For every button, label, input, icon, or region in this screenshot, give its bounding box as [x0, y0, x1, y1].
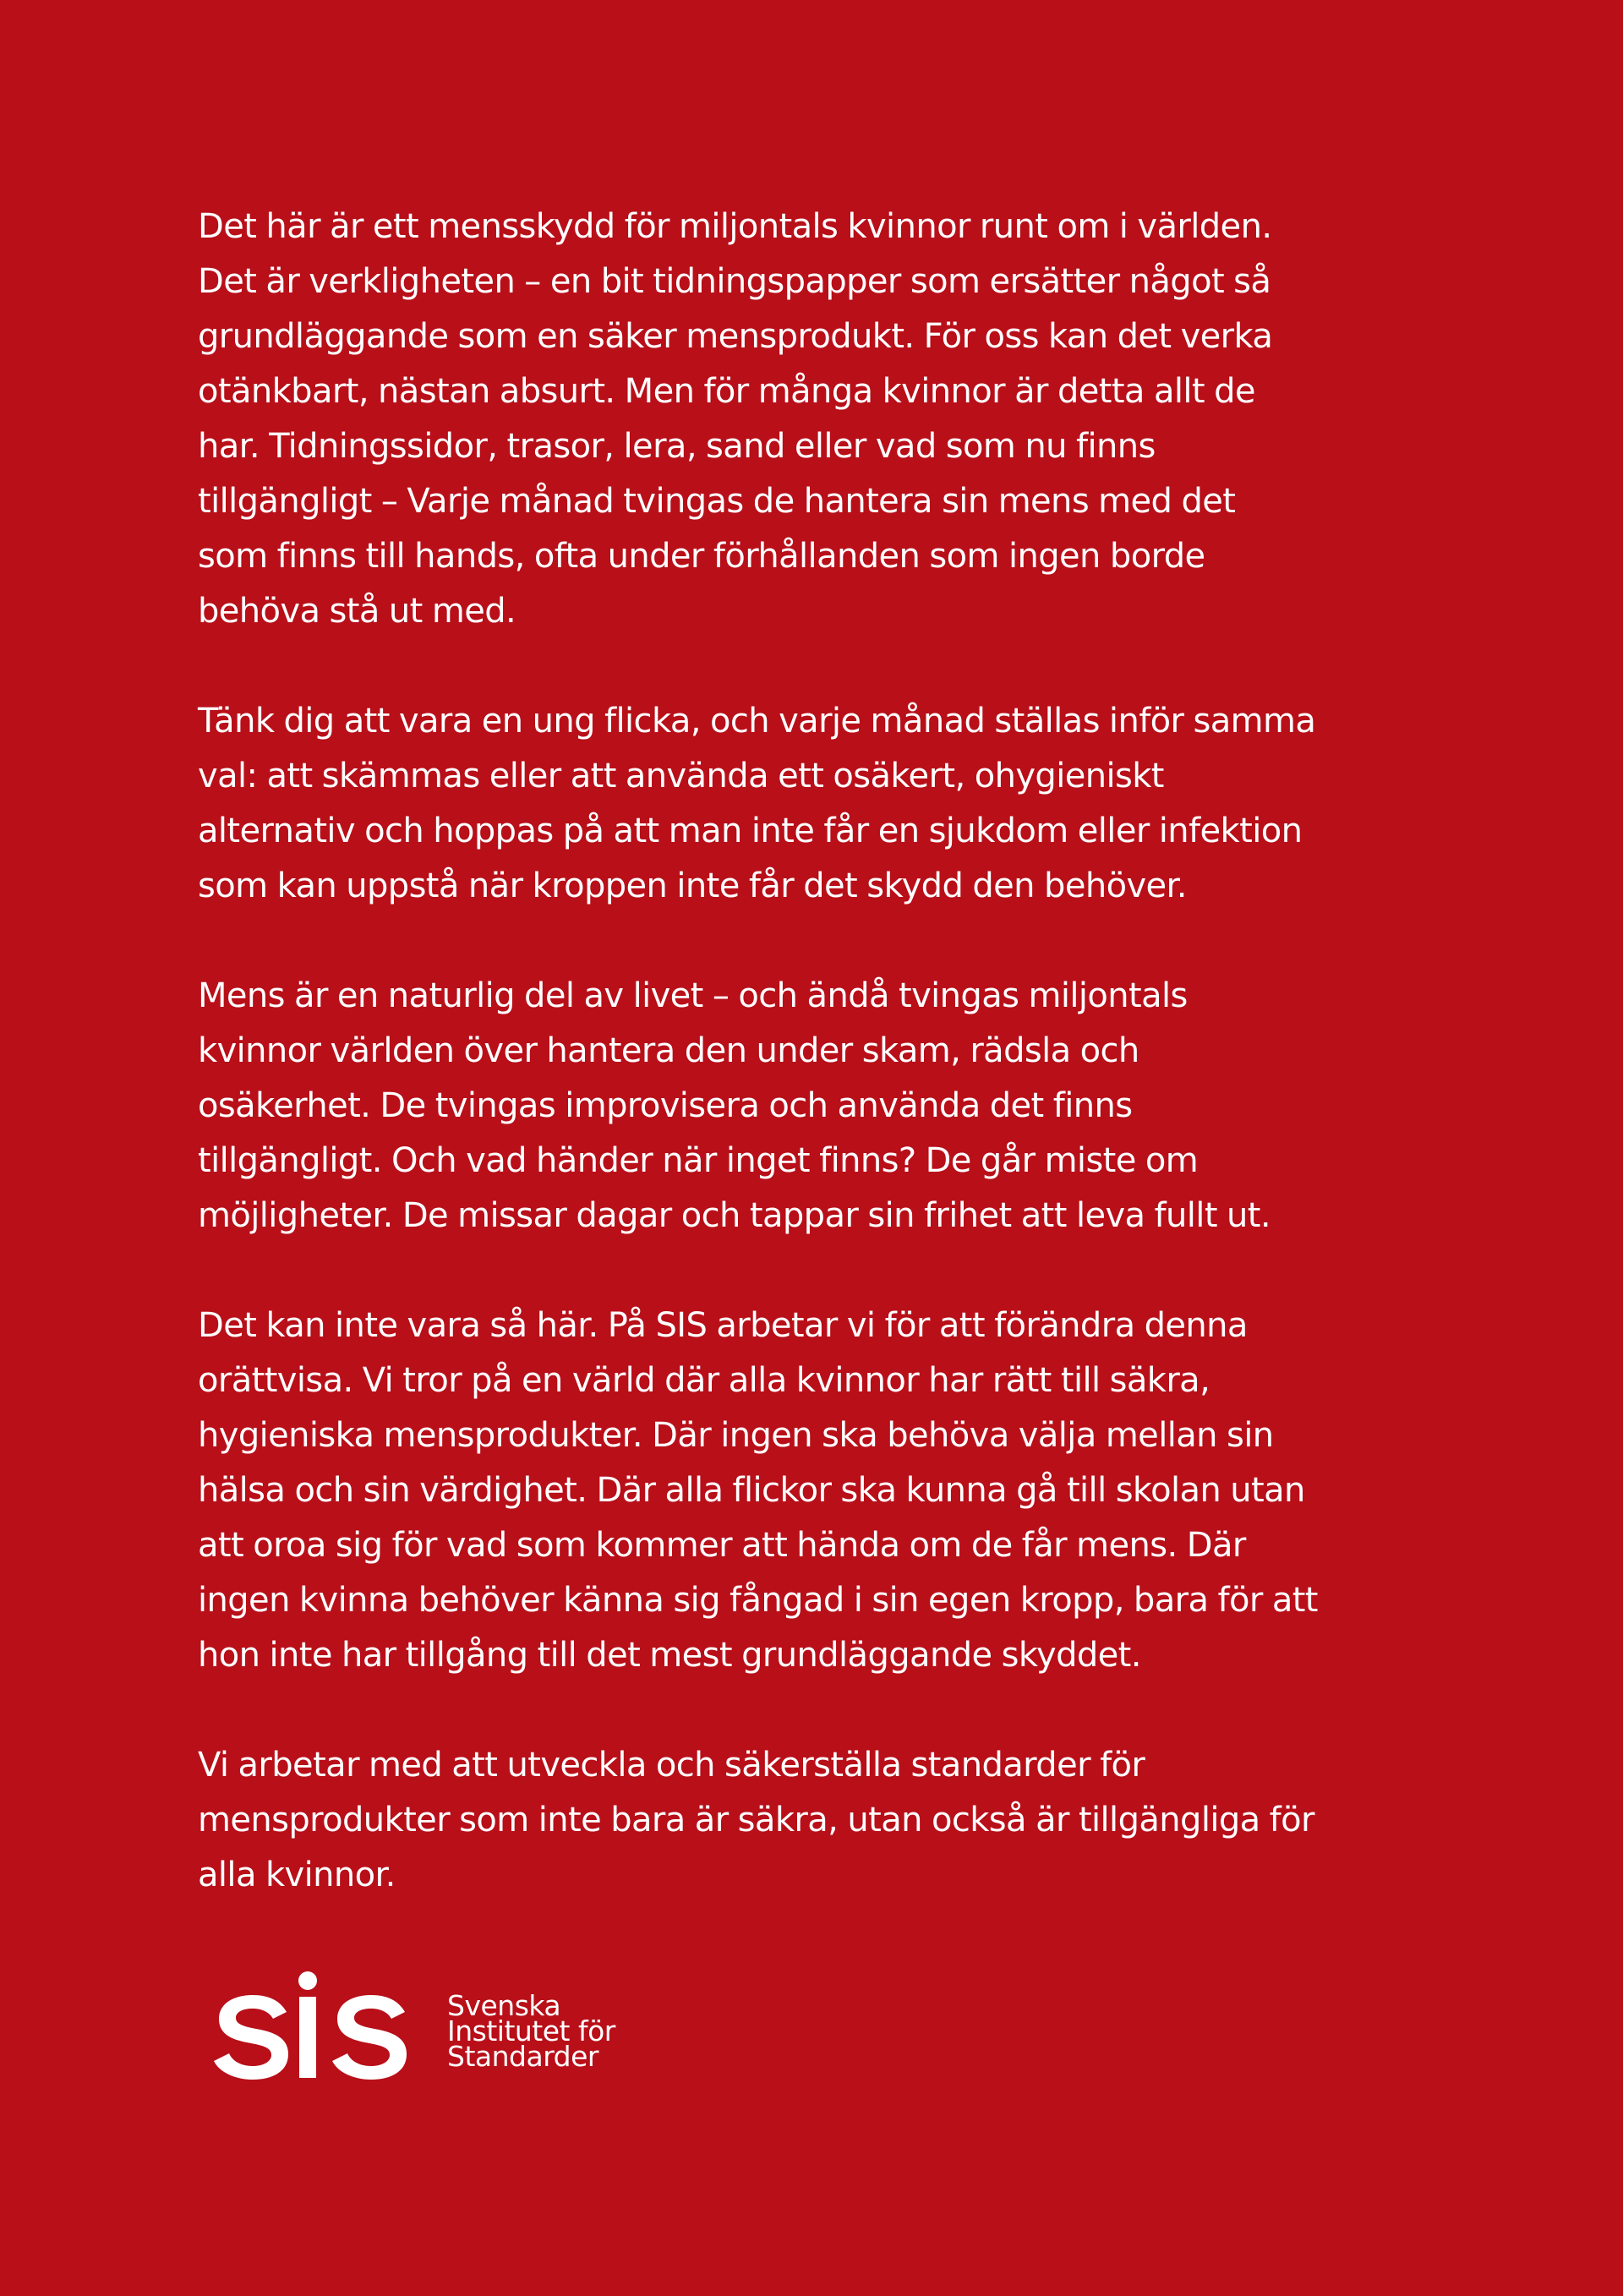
text-line: orättvisa. Vi tror på en värld där alla kvinnor har rätt till säkra,	[198, 1361, 1210, 1400]
text-line: tillgängligt. Och vad händer när inget finns? De går miste om	[198, 1141, 1199, 1180]
text-line: Det är verkligheten – en bit tidningspapper som ersätter något så	[198, 262, 1271, 301]
body-text	[198, 200, 1440, 1958]
text-line: hon inte har tillgång till det mest grundläggande skyddet.	[198, 1636, 1141, 1675]
sis-logo	[207, 1970, 714, 2088]
text-line: att oroa sig för vad som kommer att hända om de får mens. Där	[198, 1526, 1246, 1565]
logo-name-line: Institutet för	[447, 2014, 615, 2047]
paragraph-2	[198, 694, 1440, 914]
text-line: Det här är ett mensskydd för miljontals kvinnor runt om i världen.	[198, 207, 1272, 246]
text-line: Vi arbetar med att utveckla och säkerställa standarder för	[198, 1746, 1145, 1785]
paragraph-3	[198, 969, 1440, 1244]
text-line: tillgängligt – Varje månad tvingas de hantera sin mens med det	[198, 482, 1236, 521]
text-line: som finns till hands, ofta under förhållanden som ingen borde	[198, 537, 1205, 576]
text-line: val: att skämmas eller att använda ett osäkert, ohygieniskt	[198, 757, 1164, 795]
text-line: Det kan inte vara så här. På SIS arbetar vi för att förändra denna	[198, 1306, 1248, 1345]
text-line: Tänk dig att vara en ung flicka, och varje månad ställas inför samma	[198, 702, 1316, 741]
sis-logo-mark	[207, 1970, 427, 2088]
text-line: har. Tidningssidor, trasor, lera, sand eller vad som nu finns	[198, 427, 1156, 466]
text-line: hälsa och sin värdighet. Där alla flickor ska kunna gå till skolan utan	[198, 1471, 1305, 1510]
text-line: ingen kvinna behöver känna sig fångad i sin egen kropp, bara för att	[198, 1581, 1318, 1620]
text-line: behöva stå ut med.	[198, 592, 516, 631]
text-line: mensprodukter som inte bara är säkra, utan också är tillgängliga för	[198, 1801, 1314, 1840]
logo-name-line: Svenska	[447, 1989, 561, 2022]
paragraph-4	[198, 1298, 1440, 1683]
text-line: otänkbart, nästan absurt. Men för många kvinnor är detta allt de	[198, 372, 1255, 411]
paragraph-5	[198, 1738, 1440, 1903]
logo-name-line: Standarder	[447, 2040, 598, 2073]
sis-logo-name	[447, 1989, 615, 2073]
text-line: alternativ och hoppas på att man inte får en sjukdom eller infektion	[198, 812, 1303, 850]
text-line: Mens är en naturlig del av livet – och ändå tvingas miljontals	[198, 976, 1188, 1015]
text-line: grundläggande som en säker mensprodukt. För oss kan det verka	[198, 317, 1273, 356]
text-line: hygieniska mensprodukter. Där ingen ska behöva välja mellan sin	[198, 1416, 1274, 1455]
text-line: möjligheter. De missar dagar och tappar sin frihet att leva fullt ut.	[198, 1196, 1271, 1235]
text-line: osäkerhet. De tvingas improvisera och använda det finns	[198, 1086, 1133, 1125]
paragraph-1	[198, 200, 1440, 639]
text-line: som kan uppstå när kroppen inte får det skydd den behöver.	[198, 866, 1187, 905]
text-line: alla kvinnor.	[198, 1856, 396, 1894]
text-line: kvinnor världen över hantera den under skam, rädsla och	[198, 1031, 1139, 1070]
